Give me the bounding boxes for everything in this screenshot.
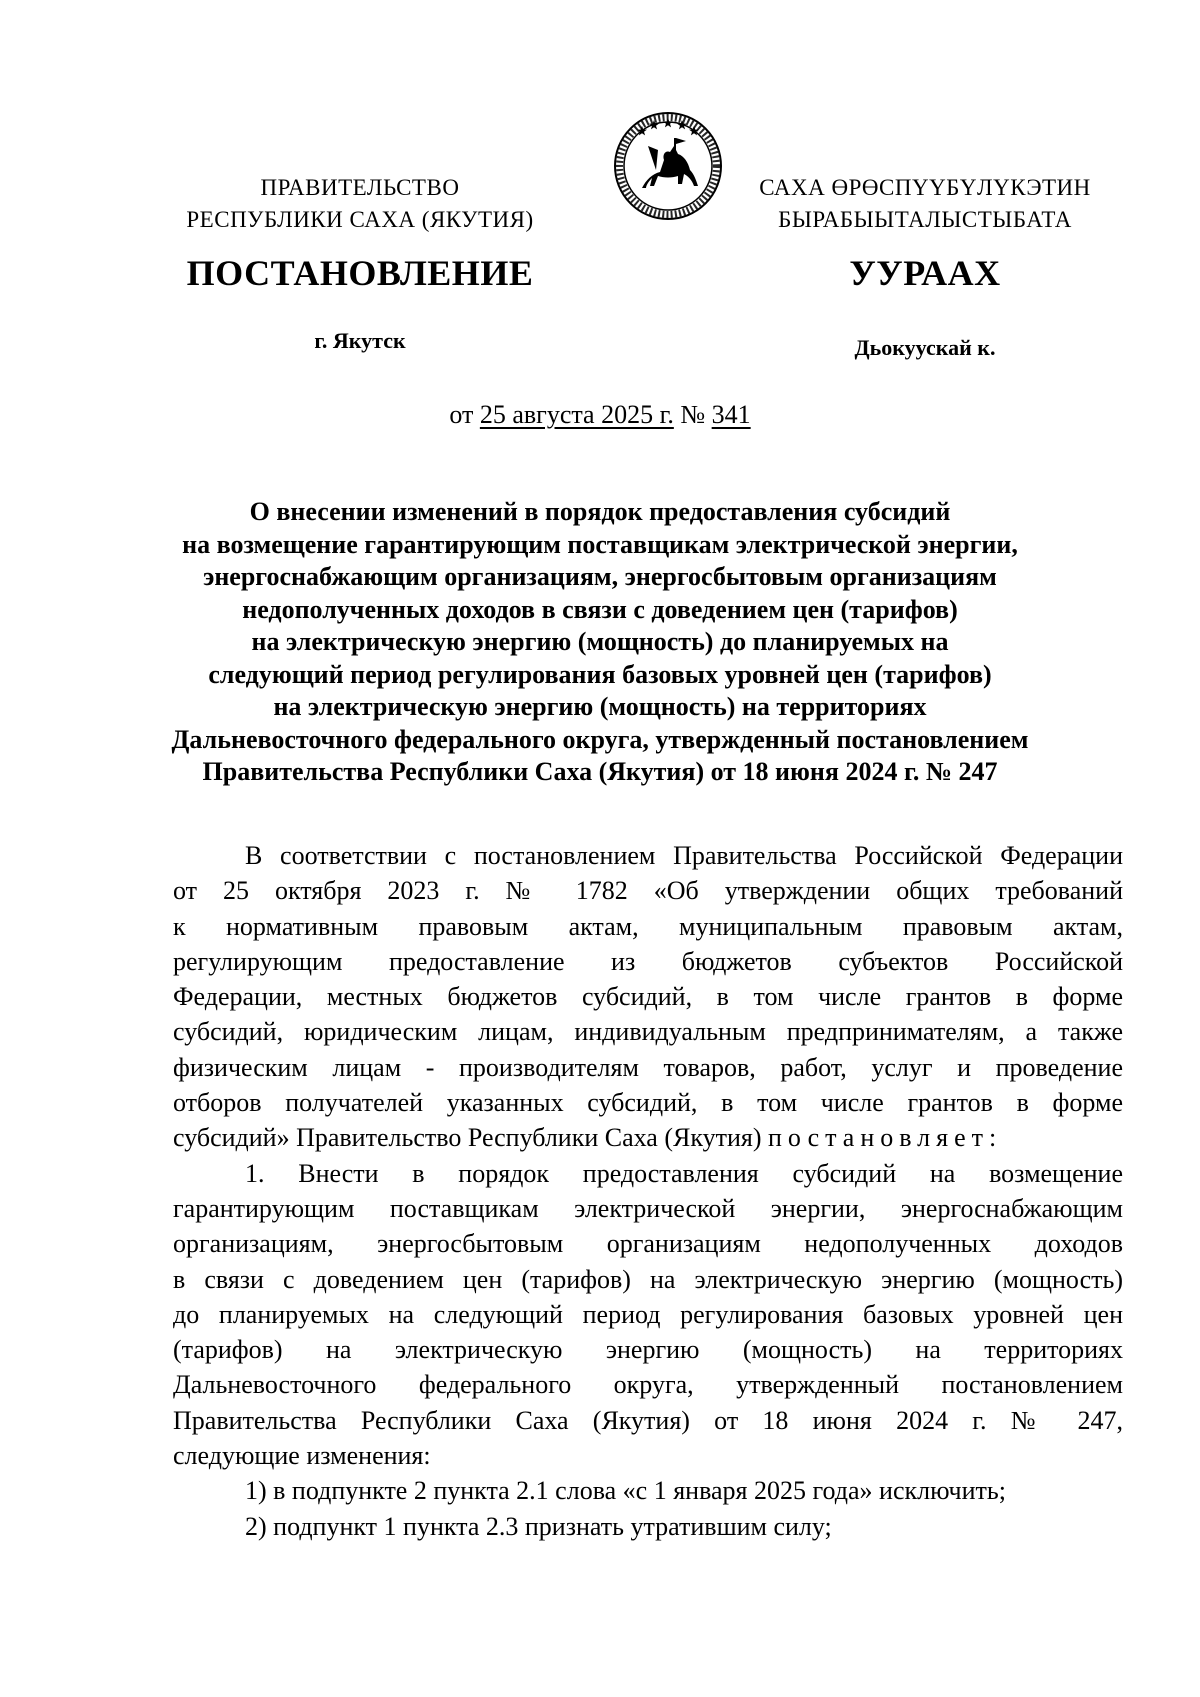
body-line: Дальневосточного федерального округа, утвержденный постановлением: [173, 1370, 1123, 1400]
body-line: В соответствии с постановлением Правительства Российской Федерации: [245, 841, 1123, 870]
doctype-right: УУРААХ: [849, 253, 1001, 293]
decree-verb: постановляет:: [768, 1123, 1003, 1153]
title-line: следующий период регулирования базовых уровней цен (тарифов): [208, 659, 992, 689]
city-right: Дьокуускай к.: [854, 335, 996, 360]
title-line: О внесении изменений в порядок предоставления субсидий: [249, 497, 951, 526]
document-body: [173, 838, 1123, 1544]
body-line: 1. Внести в порядок предоставления субсидий на возмещение: [245, 1158, 1123, 1188]
document-number: 341: [711, 400, 751, 429]
preamble-paragraph: [173, 838, 1123, 1156]
header-right-line-1: САХА ӨРӨСПҮҮБҮЛҮКЭТИН: [759, 175, 1091, 200]
body-line: Правительства Республики Саха (Якутия) от 18 июня 2024 г. № 247,: [173, 1405, 1123, 1435]
body-line: отборов получателей указанных субсидий, в том числе грантов в форме: [173, 1088, 1123, 1118]
title-line: Дальневосточного федерального округа, утвержденный постановлением: [171, 724, 1029, 754]
body-line: регулирующим предоставление из бюджетов субъектов Российской: [173, 946, 1123, 976]
body-line: гарантирующим поставщикам электрической энергии, энергоснабжающим: [173, 1193, 1123, 1223]
city-left: г. Якутск: [314, 328, 406, 353]
document-title: [150, 496, 1050, 789]
body-line: следующие изменения:: [173, 1441, 431, 1471]
preamble-last-text: субсидий» Правительство Республики Саха (Якутия): [173, 1123, 769, 1153]
header-left-line-2: РЕСПУБЛИКИ САХА (ЯКУТИЯ): [186, 207, 534, 232]
header-right-org: [730, 172, 1120, 236]
body-line: физическим лицам - производителям товаров, работ, услуг и проведение: [173, 1052, 1123, 1082]
body-line: организациям, энергосбытовым организациям недополученных доходов: [173, 1229, 1123, 1259]
document-date: 25 августа 2025 г.: [479, 400, 674, 429]
title-line: Правительства Республики Саха (Якутия) от 18 июня 2024 г. № 247: [202, 757, 998, 786]
title-line: на электрическую энергию (мощность) до планируемых на: [251, 627, 949, 656]
item-1-paragraph: [173, 1156, 1123, 1474]
header-left-org: [160, 172, 560, 236]
dateline-number-prefix: №: [673, 400, 712, 429]
body-line: к нормативным правовым актам, муниципальным правовым актам,: [173, 911, 1123, 941]
title-line: на электрическую энергию (мощность) на территориях: [273, 692, 927, 721]
subitem-1: 1) в подпункте 2 пункта 2.1 слова «с 1 января 2025 года» исключить;: [245, 1476, 1006, 1506]
doctype-left: ПОСТАНОВЛЕНИЕ: [186, 253, 534, 293]
title-line: на возмещение гарантирующим поставщикам электрической энергии,: [182, 529, 1018, 559]
body-line: до планируемых на следующий период регулирования базовых уровней цен: [173, 1299, 1123, 1329]
title-line: энергоснабжающим организациям, энергосбытовым организациям: [203, 562, 997, 591]
body-line: Федерации, местных бюджетов субсидий, в том числе грантов в форме: [173, 982, 1123, 1012]
header-right-line-2: БЫРАБЫЫТАЛЫСТЫБАТА: [778, 207, 1072, 232]
title-line: недополученных доходов в связи с доведением цен (тарифов): [242, 594, 958, 624]
body-line: от 25 октября 2023 г. № 1782 «Об утверждении общих требований: [173, 876, 1123, 906]
republic-emblem-icon: [612, 110, 724, 222]
body-line: [173, 1120, 1123, 1155]
header-left-line-1: ПРАВИТЕЛЬСТВО: [260, 175, 460, 200]
body-line: (тарифов) на электрическую энергию (мощность) на территориях: [173, 1335, 1123, 1365]
subitem-2: 2) подпункт 1 пункта 2.3 признать утратившим силу;: [245, 1511, 832, 1541]
body-line: субсидий, юридическим лицам, индивидуальным предпринимателям, а также: [173, 1017, 1123, 1047]
document-dateline: [0, 400, 1200, 430]
body-line: в связи с доведением цен (тарифов) на электрическую энергию (мощность): [173, 1264, 1123, 1294]
dateline-prefix: от: [449, 400, 480, 429]
